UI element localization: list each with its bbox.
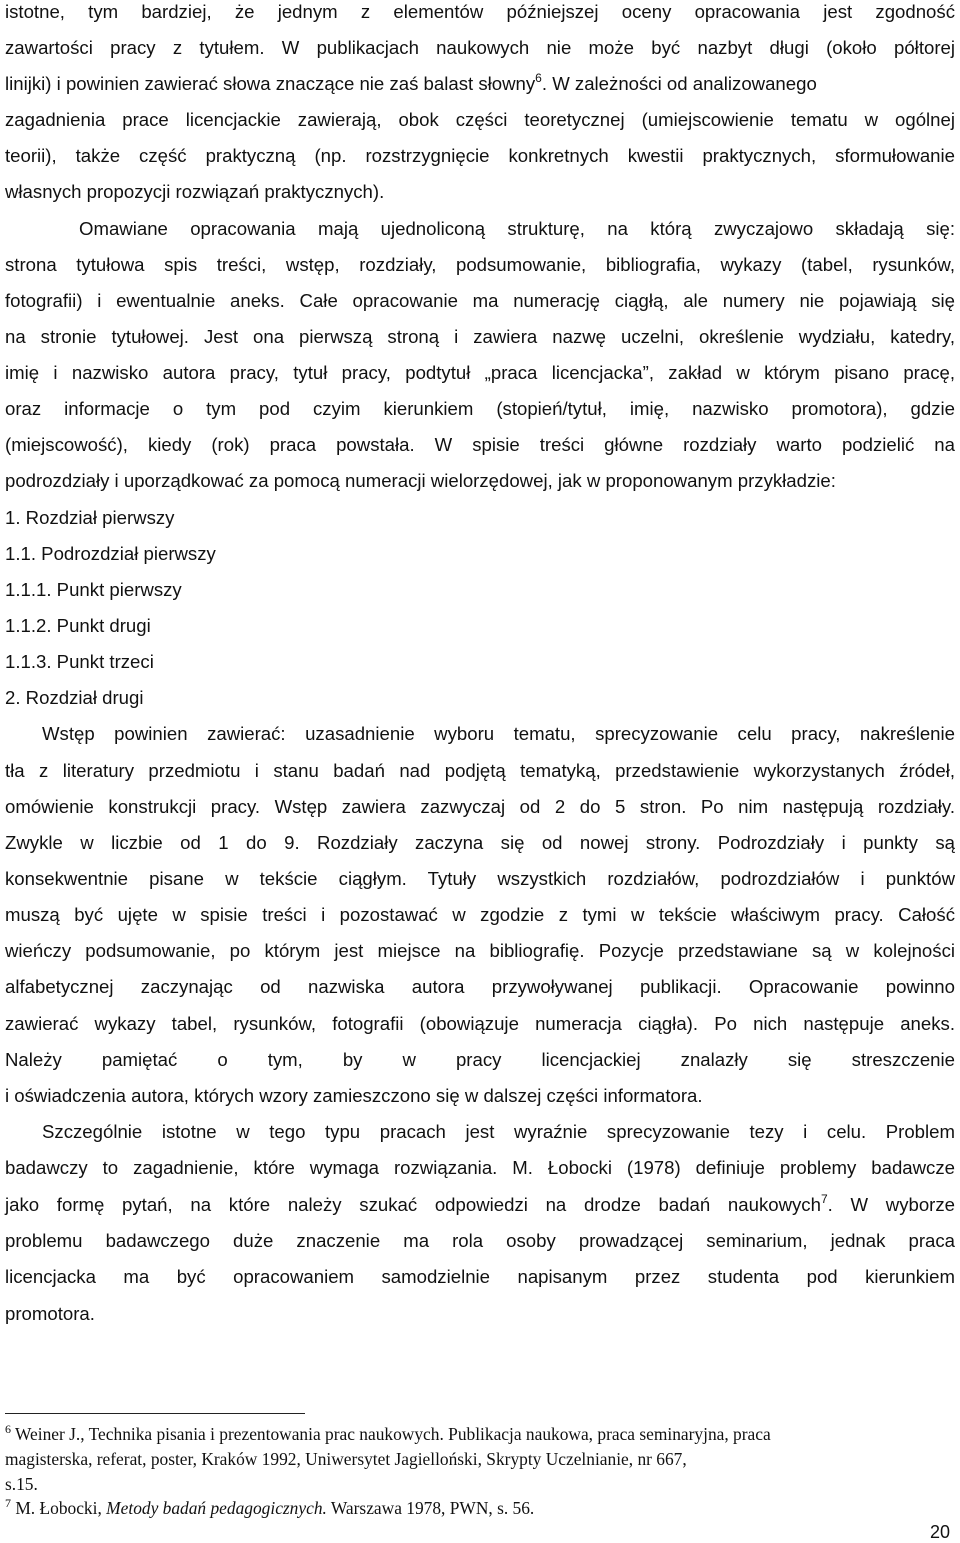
list-item: 1.1. Podrozdział pierwszy — [5, 543, 216, 564]
text-line: zawartości pracy z tytułem. W publikacjach naukowych nie może być nazbyt długi (około półtorej — [5, 37, 955, 58]
text-line: imię i nazwisko autora pracy, tytuł pracy, podtytuł „praca licencjacka”, zakład w którym pisano pracę, — [5, 362, 955, 383]
footnote: $^7$ M. Łobocki, Metody badań pedagogicznych. Warszawa 1978, PWN, s. 56. — [5, 1496, 535, 1518]
footnote-line: s.15. — [5, 1474, 38, 1494]
text-line: linijki) i powinien zawierać słowa znaczące nie zaś balast słowny$^6$. W zależności od analizowanego — [5, 71, 817, 94]
text-line: podrozdziały i uporządkować za pomocą numeracji wielorzędowej, jak w proponowanym przykładzie: — [5, 470, 836, 491]
text-line: konsekwentnie pisane w tekście ciągłym. Tytuły wszystkich rozdziałów, podrozdziałów i punktów — [5, 868, 955, 889]
footnote-ref: 6 — [535, 71, 542, 85]
list-item: 1.1.2. Punkt drugi — [5, 615, 151, 636]
list-item: 2. Rozdział drugi — [5, 687, 144, 708]
list-item: 1. Rozdział pierwszy — [5, 507, 175, 528]
text-line: jako formę pytań, na które należy szukać odpowiedzi na drodze badań naukowych$^7$. W wyborze — [5, 1192, 955, 1215]
footnote-number: 6 — [5, 1422, 11, 1436]
text-line: Wstęp powinien zawierać: uzasadnienie wyboru tematu, sprecyzowanie celu pracy, nakreślenie — [42, 723, 955, 744]
text-line: oraz informacje o tym pod czyim kierunkiem (stopień/tytuł, imię, nazwisko promotora), gdzie — [5, 398, 955, 419]
text-line: na stronie tytułowej. Jest ona pierwszą stroną i zawiera nazwę uczelni, określenie wydziału, katedry, — [5, 326, 955, 347]
text-line: muszą być ujęte w spisie treści i pozostawać w zgodzie z tymi w tekście właściwym pracy. Całość — [5, 904, 955, 925]
footnote-ref: 7 — [820, 1192, 828, 1206]
list-item: 1.1.1. Punkt pierwszy — [5, 579, 182, 600]
text-line: własnych propozycji rozwiązań praktycznych). — [5, 181, 385, 202]
text-line: badawczy to zagadnienie, które wymaga rozwiązania. M. Łobocki (1978) definiuje problemy badawcze — [5, 1157, 955, 1178]
text-line: zawierać wykazy tabel, rysunków, fotografii (obowiązuje numeracja ciągła). Po nich następuje aneks. — [5, 1013, 955, 1034]
text-line: Omawiane opracowania mają ujednoliconą strukturę, na którą zwyczajowo składają się: — [79, 218, 955, 239]
text-line: tła z literatury przedmiotu i stanu badań nad podjętą tematyką, przedstawienie wykorzystanych źródeł, — [5, 760, 955, 781]
text-line: Zwykle w liczbie od 1 do 9. Rozdziały zaczyna się od nowej strony. Podrozdziały i punkty są — [5, 832, 955, 853]
text-line: problemu badawczego duże znaczenie ma rola osoby prowadzącej seminarium, jednak praca — [5, 1230, 955, 1251]
footnote: $^6$ Weiner J., Technika pisania i prezentowania prac naukowych. Publikacja naukowa, praca seminaryjna, praca — [5, 1422, 771, 1444]
text-line: zagadnienia prace licencjackie zawierają, obok części teoretycznej (umiejscowienie tematu w ogólnej — [5, 109, 955, 130]
text-line: omówienie konstrukcji pracy. Wstęp zawiera zazwyczaj od 2 do 5 stron. Po nim następują rozdziały. — [5, 796, 955, 817]
text-line: alfabetycznej zaczynając od nazwiska autora przywoływanej publikacji. Opracowanie powinno — [5, 976, 955, 997]
text-line: teorii), także część praktyczną (np. rozstrzygnięcie konkretnych kwestii praktycznych, sformułowanie — [5, 145, 955, 166]
footnote-number: 7 — [5, 1496, 11, 1510]
text-line: licencjacka ma być opracowaniem samodzielnie napisanym przez studenta pod kierunkiem — [5, 1266, 955, 1287]
text-line: strona tytułowa spis treści, wstęp, rozdziały, podsumowanie, bibliografia, wykazy (tabel, rysunków, — [5, 254, 955, 275]
text-line: Należy pamiętać o tym, by w pracy licencjackiej znalazły się streszczenie — [5, 1049, 955, 1070]
text-line: wieńczy podsumowanie, po którym jest miejsce na bibliografię. Pozycje przedstawiane są w kolejności — [5, 940, 955, 961]
text-line: Szczególnie istotne w tego typu pracach jest wyraźnie sprecyzowanie tezy i celu. Problem — [42, 1121, 955, 1142]
text-line: i oświadczenia autora, których wzory zamieszczono się w dalszej części informatora. — [5, 1085, 703, 1106]
text-line: promotora. — [5, 1303, 95, 1324]
footnote-line: magisterska, referat, poster, Kraków 1992, Uniwersytet Jagielloński, Skrypty Uczelnianie, nr 667, — [5, 1449, 687, 1469]
text-line: (miejscowość), kiedy (rok) praca powstała. W spisie treści główne rozdziały warto podzielić na — [5, 434, 955, 455]
text-line: istotne, tym bardziej, że jednym z elementów późniejszej oceny opracowania jest zgodność — [5, 1, 955, 22]
footnote-title: Metody badań pedagogicznych. — [106, 1498, 327, 1518]
footnote-separator — [5, 1413, 305, 1414]
page-number: 20 — [930, 1522, 951, 1542]
list-item: 1.1.3. Punkt trzeci — [5, 651, 154, 672]
text-line: fotografii) i ewentualnie aneks. Całe opracowanie ma numerację ciągłą, ale numery nie pojawiają się — [5, 290, 955, 311]
